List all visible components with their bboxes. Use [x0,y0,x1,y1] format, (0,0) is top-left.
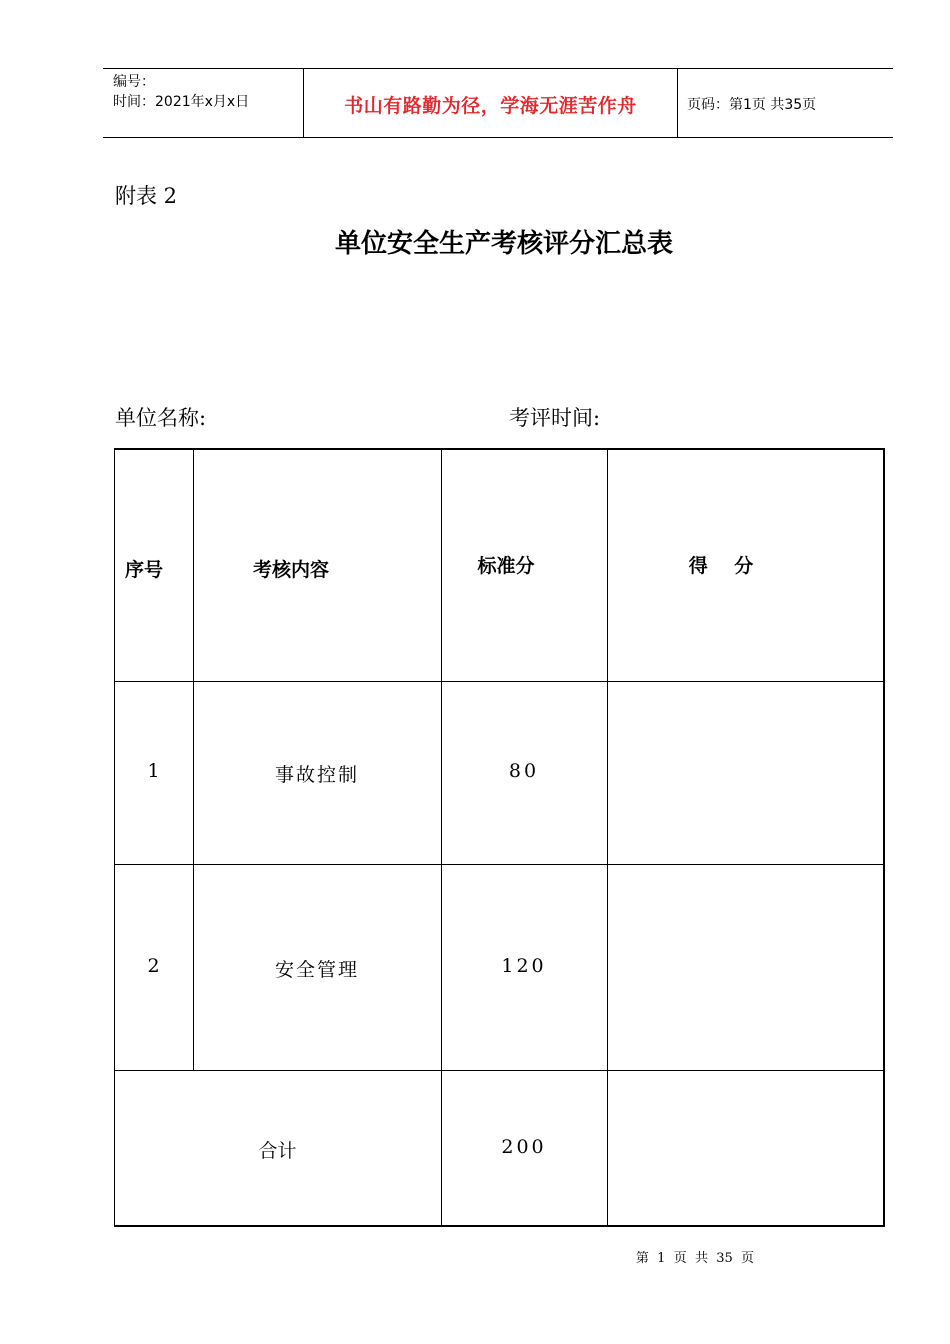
motto-text: 书山有路勤为径，学海无涯苦作舟 [344,95,637,117]
header-motto-cell [304,69,678,137]
table-border-bottom [114,1225,885,1227]
header-score: 得 分 [688,555,754,577]
unit-name-label: 单位名称: [115,406,207,430]
row-1-standard: 80 [508,760,540,782]
row-1-content: 事故控制 [274,764,359,786]
total-standard: 200 [501,1136,547,1158]
row-2-content: 安全管理 [274,959,359,981]
page-indicator: 页码：第1页 共35页 [687,97,817,113]
attachment-label: 附表 2 [115,184,178,208]
document-title: 单位安全生产考核评分汇总表 [334,229,673,259]
document-number-label: 编号： [113,74,155,90]
table-row-divider [114,1070,885,1071]
table-border-right [883,448,885,1227]
page-header [103,68,893,138]
table-row-divider [114,864,885,865]
row-1-index: 1 [147,760,160,782]
row-2-standard: 120 [501,955,547,977]
total-label: 合计 [258,1140,297,1162]
header-page-cell [678,69,893,137]
page-footer: 第 1 页 共 35 页 [635,1251,755,1266]
header-content: 考核内容 [252,559,329,581]
header-index: 序号 [124,559,163,581]
header-info-cell [103,69,304,137]
document-time: 时间：2021年x月x日 [113,94,250,110]
table-border-top [114,448,885,450]
table-row-divider [114,681,885,682]
evaluation-time-label: 考评时间: [509,406,601,430]
row-2-index: 2 [147,955,160,977]
header-standard-score: 标准分 [477,555,535,577]
